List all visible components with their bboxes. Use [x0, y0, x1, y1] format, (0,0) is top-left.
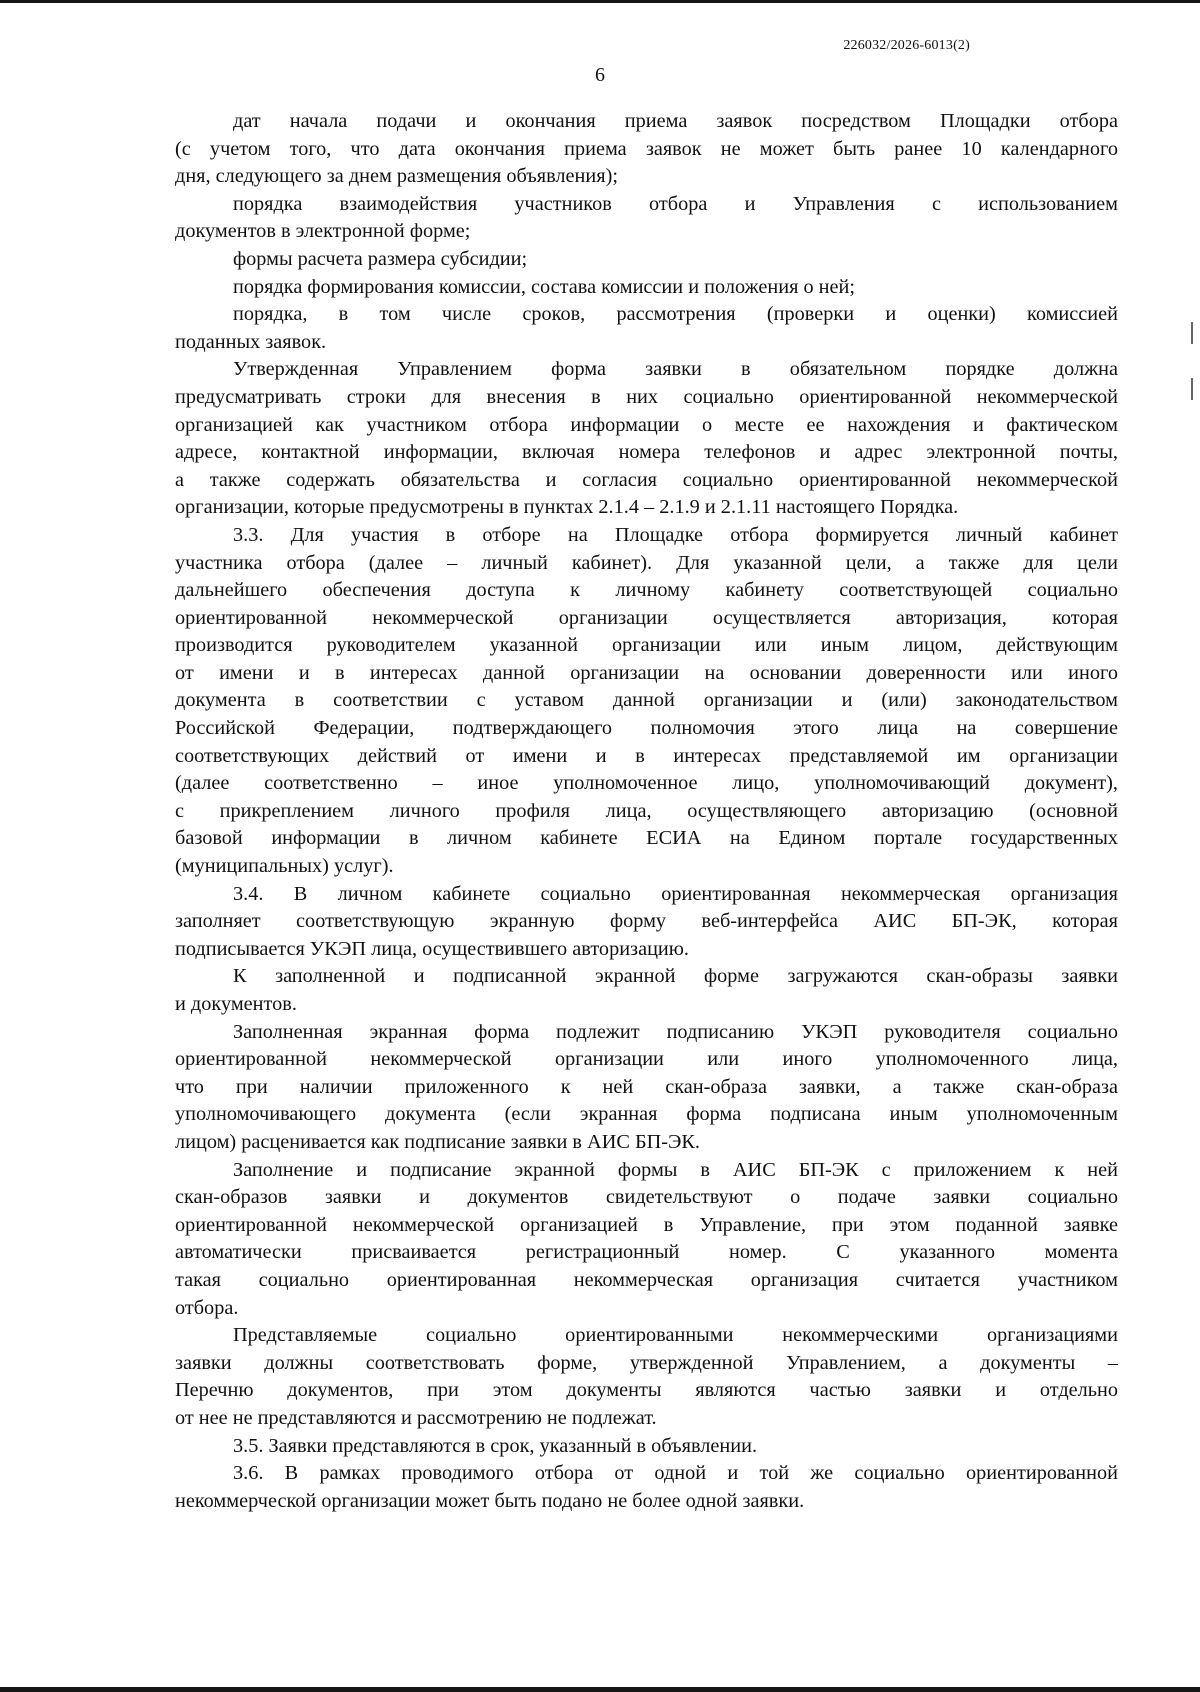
- text-line: поданных заявок.: [175, 330, 327, 353]
- text-line: и документов.: [175, 993, 297, 1015]
- text-line: дальнейшего обеспечения доступа к личному кабинету соответствующей социально: [175, 579, 1118, 602]
- text-line: Представляемые социально ориентированными некоммерческими организациями: [233, 1324, 1118, 1347]
- text-line: порядка, в том числе сроков, рассмотрения (проверки и оценки) комиссией: [233, 303, 1118, 326]
- text-line: базовой информации в личном кабинете ЕСИА на Едином портале государственных: [175, 827, 1118, 850]
- text-line: Заполненная экранная форма подлежит подписанию УКЭП руководителя социально: [233, 1020, 1118, 1043]
- text-line: организацией как участником отбора информации о месте ее нахождения и фактическом: [175, 413, 1118, 436]
- text-line: К заполненной и подписанной экранной форме загружаются скан-образы заявки: [233, 965, 1118, 988]
- text-line: дня, следующего за днем размещения объявления);: [175, 165, 618, 188]
- text-line: документов в электронной форме;: [175, 220, 471, 243]
- text-line: 3.3. Для участия в отборе на Площадке отбора формируется личный кабинет: [233, 523, 1118, 546]
- text-line: адресе, контактной информации, включая номера телефонов и адрес электронной почты,: [175, 441, 1118, 464]
- text-line: от нее не представляются и рассмотрению не подлежат.: [175, 1406, 657, 1429]
- text-line: заявки должны соответствовать форме, утвержденной Управлением, а документы –: [175, 1351, 1118, 1374]
- text-line: порядка взаимодействия участников отбора и Управления с использованием: [233, 192, 1118, 215]
- text-line: дат начала подачи и окончания приема заявок посредством Площадки отбора: [233, 110, 1118, 132]
- text-line: порядка формирования комиссии, состава комиссии и положения о ней;: [233, 275, 856, 298]
- text-line: что при наличии приложенного к ней скан-образа заявки, а также скан-образа: [175, 1075, 1118, 1098]
- text-line: организации, которые предусмотрены в пунктах 2.1.4 – 2.1.9 и 2.1.11 настоящего Порядка.: [175, 496, 959, 519]
- text-line: подписывается УКЭП лица, осуществившего авторизацию.: [175, 937, 690, 960]
- text-line: ориентированной некоммерческой организации осуществляется авторизация, которая: [175, 606, 1118, 629]
- text-line: уполномочивающего документа (если экранная форма подписана иным уполномоченным: [175, 1103, 1118, 1126]
- text-line: Российской Федерации, подтверждающего полномочия этого лица на совершение: [175, 717, 1118, 740]
- text-line: (муниципальных) услуг).: [175, 855, 394, 878]
- text-line: такая социально ориентированная некоммерческая организация считается участником: [175, 1268, 1118, 1291]
- text-line: Заполнение и подписание экранной формы в АИС БП-ЭК с приложением к ней: [233, 1158, 1118, 1181]
- text-line: лицом) расценивается как подписание заявки в АИС БП-ЭК.: [175, 1130, 700, 1153]
- text-line: формы расчета размера субсидии;: [233, 247, 528, 270]
- text-line: участника отбора (далее – личный кабинет). Для указанной цели, а также для цели: [175, 551, 1118, 574]
- text-line: отбора.: [175, 1296, 239, 1319]
- page-number: 6: [595, 64, 605, 86]
- text-line: Перечню документов, при этом документы являются частью заявки и отдельно: [175, 1379, 1118, 1402]
- text-line: ориентированной некоммерческой организации или иного уполномоченного лица,: [175, 1048, 1118, 1071]
- text-line: документа в соответствии с уставом данной организации и (или) законодательством: [175, 689, 1118, 712]
- text-line: 3.6. В рамках проводимого отбора от одной и той же социально ориентированной: [233, 1462, 1118, 1485]
- text-line: 3.5. Заявки представляются в срок, указанный в объявлении.: [233, 1434, 758, 1457]
- text-line: скан-образов заявки и документов свидетельствуют о подаче заявки социально: [175, 1186, 1118, 1209]
- text-line: а также содержать обязательства и согласия социально ориентированной некоммерческой: [175, 468, 1118, 491]
- text-line: некоммерческой организации может быть подано не более одной заявки.: [175, 1489, 805, 1512]
- text-line: соответствующих действий от имени и в интересах представляемой им организации: [175, 744, 1118, 767]
- text-line: ориентированной некоммерческой организацией в Управление, при этом поданной заявке: [175, 1213, 1118, 1236]
- scan-top-border: [0, 0, 1200, 3]
- text-line: автоматически присваивается регистрационный номер. С указанного момента: [175, 1241, 1118, 1264]
- text-line: с прикреплением личного профиля лица, осуществляющего авторизацию (основной: [175, 799, 1118, 822]
- registration-number: 226032/2026-6013(2): [843, 38, 970, 53]
- document-body: [175, 108, 1118, 1515]
- text-line: предусматривать строки для внесения в них социально ориентированной некоммерческой: [175, 385, 1118, 408]
- margin-mark: [1191, 378, 1193, 400]
- margin-mark: [1191, 322, 1193, 344]
- text-line: 3.4. В личном кабинете социально ориентированная некоммерческая организация: [233, 882, 1118, 905]
- text-line: Утвержденная Управлением форма заявки в обязательном порядке должна: [233, 358, 1118, 381]
- text-line: заполняет соответствующую экранную форму веб-интерфейса АИС БП-ЭК, которая: [175, 910, 1118, 933]
- scan-bottom-border: [0, 1687, 1200, 1692]
- text-line: (далее соответственно – иное уполномоченное лицо, уполномочивающий документ),: [175, 772, 1118, 795]
- text-line: от имени и в интересах данной организации на основании доверенности или иного: [175, 661, 1118, 684]
- text-line: производится руководителем указанной организации или иным лицом, действующим: [175, 634, 1118, 657]
- text-line: (с учетом того, что дата окончания приема заявок не может быть ранее 10 календарного: [175, 137, 1118, 160]
